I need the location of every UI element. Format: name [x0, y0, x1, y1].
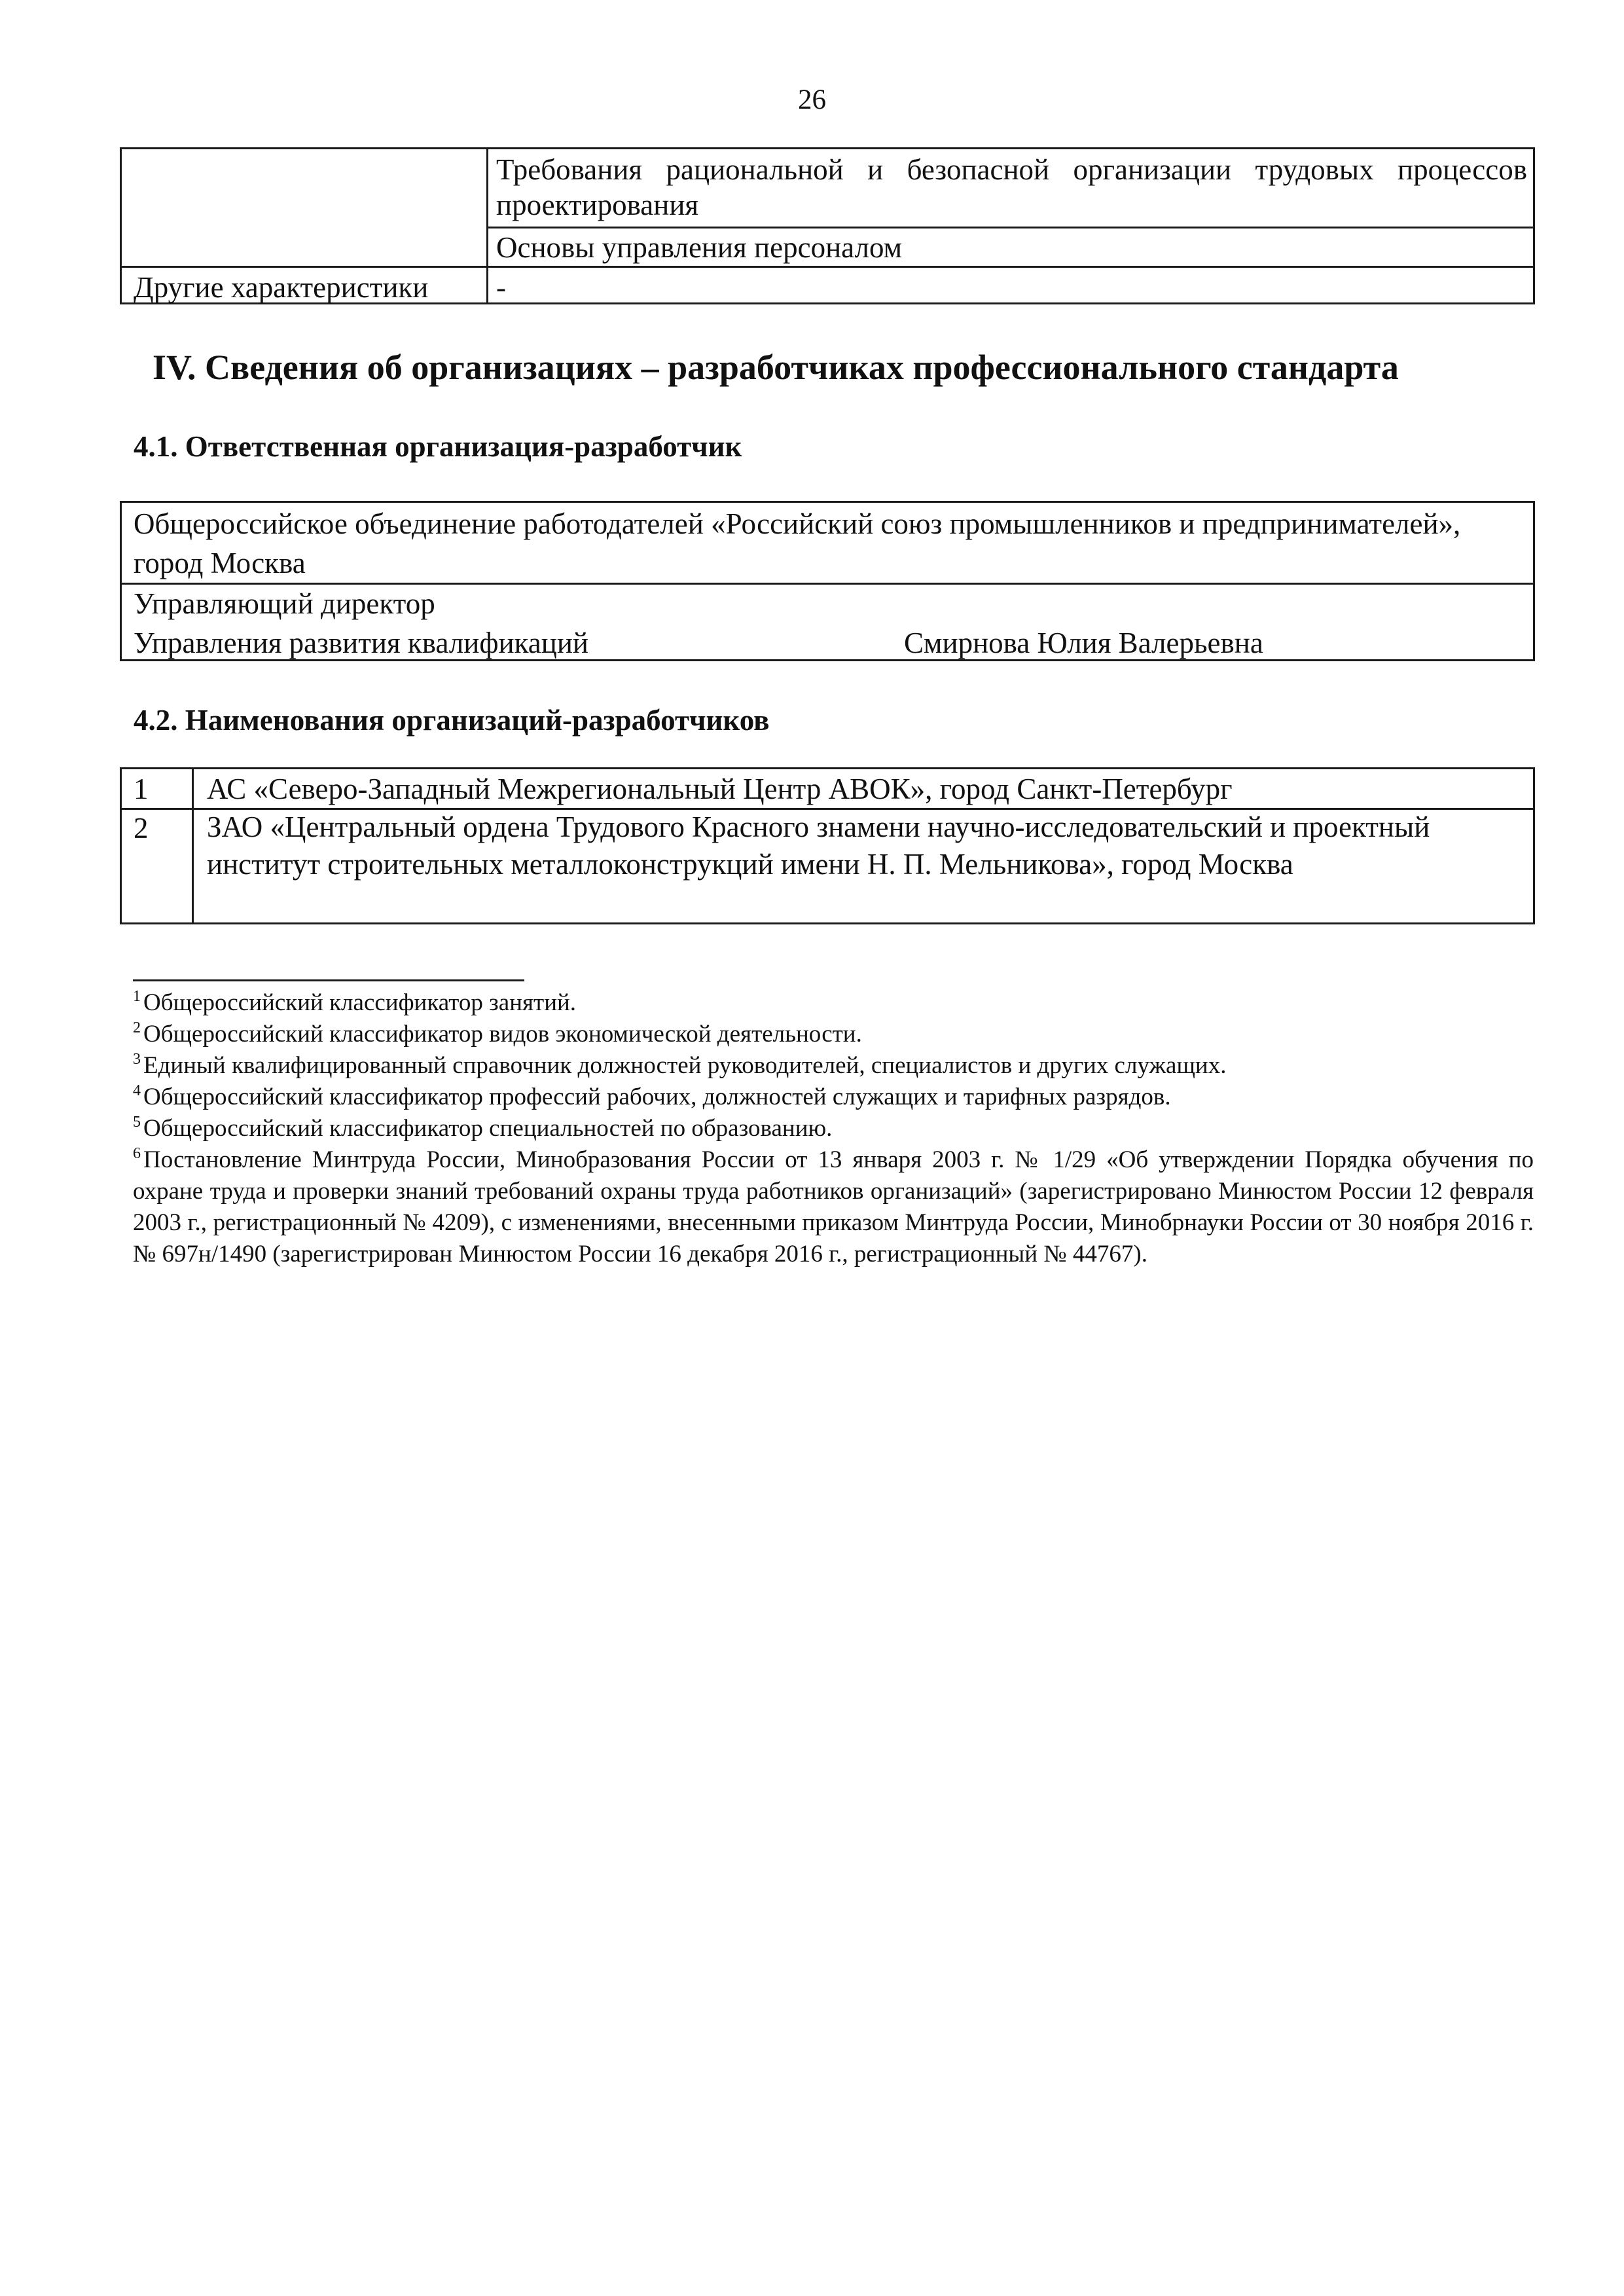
footnote-mark: 5	[133, 1114, 141, 1131]
developer-number: 1	[134, 773, 149, 805]
responsible-position-line1: Управляющий директор	[134, 587, 435, 620]
responsible-org-table	[120, 501, 1535, 661]
page-number: 26	[798, 84, 826, 115]
footnote-text: Общероссийский классификатор специальностей по образованию.	[143, 1115, 833, 1142]
other-characteristics-label: Другие характеристики	[134, 271, 429, 304]
footnote-mark: 4	[133, 1082, 141, 1099]
footnote	[133, 1082, 1534, 1113]
table-column-divider	[486, 149, 488, 302]
section-heading: IV. Сведения об организациях – разработчиках профессионального стандарта	[153, 348, 1399, 387]
developer-orgs-heading: 4.2. Наименования организаций-разработчиков	[134, 704, 770, 737]
footnote-separator	[133, 979, 524, 981]
responsible-position-line2: Управления развития квалификаций	[134, 627, 588, 659]
footnote-mark: 1	[133, 988, 141, 1005]
footnote-text: Общероссийский классификатор занятий.	[143, 989, 577, 1016]
table-row-divider	[486, 227, 1533, 228]
responsible-org-heading: 4.1. Ответственная организация-разработчик	[134, 430, 742, 463]
footnote-text: Общероссийский классификатор профессий рабочих, должностей служащих и тарифных разрядов.	[143, 1084, 1171, 1110]
requirement-cell: Требования рациональной и безопасной организации трудовых процессов проектирования	[496, 153, 1527, 221]
footnote-text: Общероссийский классификатор видов экономической деятельности.	[143, 1021, 862, 1048]
table-row-divider	[122, 266, 1533, 268]
footnote	[133, 1144, 1534, 1270]
footnote-mark: 6	[133, 1145, 141, 1162]
responsible-org-name: Общероссийское объединение работодателей «Российский союз промышленников и предпринимателей», город Москва	[134, 507, 1461, 579]
footnote	[133, 987, 1534, 1019]
requirement-cell: Основы управления персоналом	[496, 231, 903, 264]
developer-name: ЗАО «Центральный ордена Трудового Красного знамени научно-исследовательский и проектный институт строительных металлоконструкций имени Н. П. Мельникова», город Москва	[207, 811, 1430, 881]
table-column-divider	[192, 769, 194, 922]
responsible-person-name: Смирнова Юлия Валерьевна	[904, 627, 1263, 659]
footnote	[133, 1113, 1534, 1144]
other-characteristics-value: -	[496, 271, 506, 304]
developer-number: 2	[134, 812, 149, 845]
footnote	[133, 1050, 1534, 1082]
developer-name: АС «Северо-Западный Межрегиональный Центр АВОК», город Санкт-Петербург	[207, 773, 1233, 805]
footnote	[133, 1019, 1534, 1050]
characteristics-table	[120, 147, 1535, 304]
footnotes	[133, 987, 1534, 1270]
footnote-text: Единый квалифицированный справочник должностей руководителей, специалистов и других служащих.	[143, 1052, 1227, 1079]
footnote-mark: 3	[133, 1051, 141, 1068]
footnote-mark: 2	[133, 1019, 141, 1036]
developer-orgs-table	[120, 767, 1535, 924]
footnote-text: Постановление Минтруда России, Минобразования России от 13 января 2003 г. № 1/29 «Об утверждении Порядка обучения по охране труда и проверки знаний требований охраны труда работников организаций» (зарегистрировано Минюстом России 12 февраля 2003 г., регистрационный № 4209), с изменениями, внесенными приказом Минтруда России, Минобрнауки России от 30 ноября 2016 г. № 697н/1490 (зарегистрирован Минюстом России 16 декабря 2016 г., регистрационный № 44767).	[133, 1146, 1534, 1267]
